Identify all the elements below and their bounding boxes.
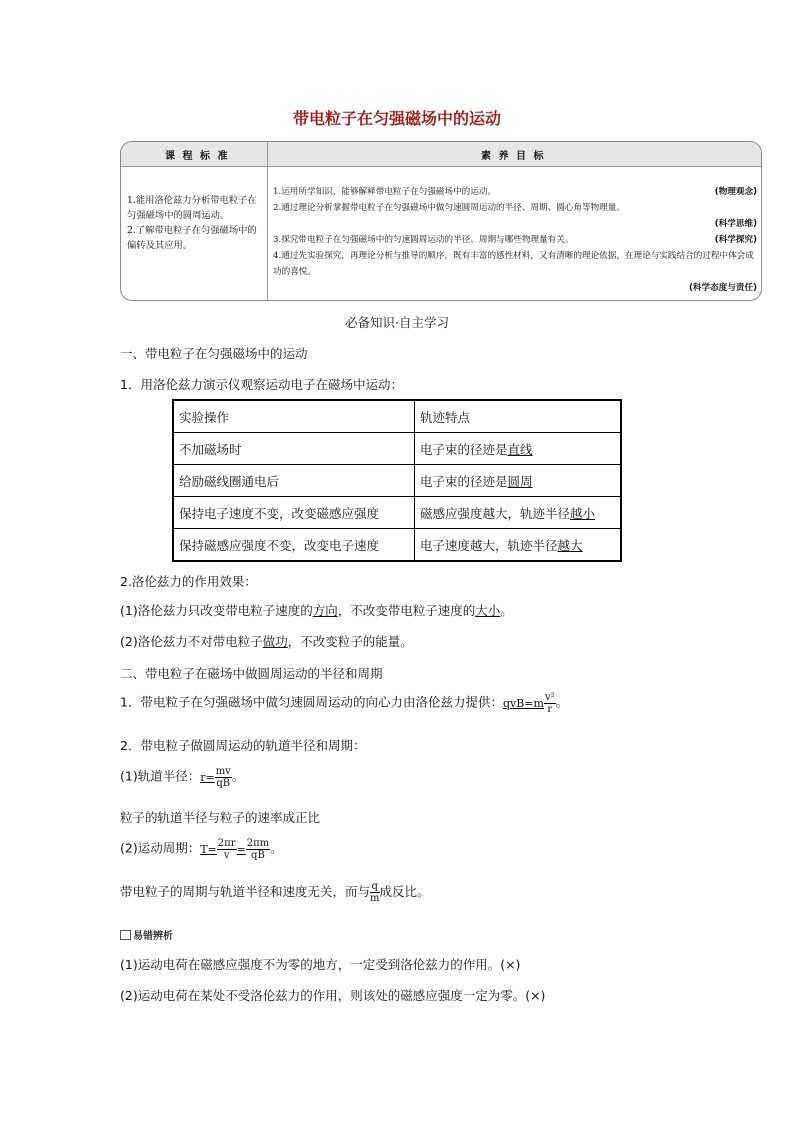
goal-item: 1.运用所学知识，能够解释带电粒子在匀强磁场中的运动。 (物理观念) <box>273 184 757 200</box>
table-cell-op: 给励磁线圈通电后 <box>173 465 415 497</box>
part1-item2: 2.洛伦兹力的作用效果： <box>120 574 257 589</box>
table-cell-op: 保持电子速度不变，改变磁感应强度 <box>173 497 415 529</box>
part1-item1: 1．用洛伦兹力演示仪观察运动电子在磁场中运动： <box>120 377 403 392</box>
period-note: 带电粒子的周期与轨道半径和速度无关，而与 $\frac{q}{m}$ 成反比。 <box>120 881 430 904</box>
fraction-q-over-m: $\frac{q}{m}$ <box>370 881 380 904</box>
standards-list <box>127 193 263 253</box>
error-item: (1)运动电荷在磁感应强度不为零的地方，一定受到洛伦兹力的作用。(×) <box>120 957 521 972</box>
part2-p1: 1．带电粒子在匀强磁场中做匀速圆周运动的向心力由洛伦兹力提供：qvB=m $\frac{\text{v²}}{r}$ 。 <box>120 692 569 715</box>
part1-heading: 一、带电粒子在匀强磁场中的运动 <box>120 346 308 361</box>
part2-heading: 二、带电粒子在磁场中做圆周运动的半径和周期 <box>120 666 383 681</box>
table-row <box>173 529 621 562</box>
answer-blank: 大小 <box>475 603 501 618</box>
standards-table-header <box>121 142 761 167</box>
observation-table <box>172 399 622 562</box>
effect-2: (2)洛伦兹力不对带电粒子做功，不改变粒子的能量。 <box>120 634 413 649</box>
table-row <box>173 497 621 529</box>
error-analysis-label: 易错辨析 <box>120 927 173 942</box>
note-icon <box>120 930 131 940</box>
table-cell-feature: 电子速度越大，轨迹半径越大 <box>415 529 622 562</box>
formula-period: T= $\frac{2\pi r}{v}$ = $\frac{2\pi m}{qB}$ <box>200 838 270 861</box>
table-header-cell: 轨迹特点 <box>415 400 622 433</box>
goal-tag: (科学思维) <box>714 219 757 229</box>
column-divider <box>267 142 268 300</box>
goal-tag: (科学态度与责任) <box>688 283 757 293</box>
part2-p2: 2．带电粒子做圆周运动的轨道半径和周期： <box>120 738 366 753</box>
answer-blank: 做功 <box>262 634 288 649</box>
table-header-row <box>173 400 621 433</box>
table-row <box>173 465 621 497</box>
col-header-standards: 课 程 标 准 <box>165 151 230 162</box>
answer-blank: 方向 <box>312 603 338 618</box>
answer-blank: 越大 <box>557 537 583 553</box>
section-title: 必备知识·自主学习 <box>345 315 449 330</box>
radius-formula-line: (1)轨道半径：r= $\frac{mv}{qB}$ 。 <box>120 766 245 789</box>
table-cell-feature: 磁感应强度越大，轨迹半径越小 <box>415 497 622 529</box>
formula-radius: r= $\frac{mv}{qB}$ <box>200 766 231 789</box>
goal-item: 4.通过先实验探究，再理论分析与推导的顺序，既有丰富的感性材料，又有清晰的理论依据，在理论与实践结合的过程中体会成功的喜悦。 <box>273 251 754 277</box>
formula-lorentz: qvB=m $\frac{\text{v²}}{r}$ <box>502 692 555 715</box>
standards-table <box>120 141 762 301</box>
effect-1: (1)洛伦兹力只改变带电粒子速度的方向，不改变带电粒子速度的大小。 <box>120 603 513 618</box>
table-cell-feature: 电子束的径迹是直线 <box>415 433 622 465</box>
goal-tag: (物理观念) <box>714 187 757 197</box>
page-title: 带电粒子在匀强磁场中的运动 <box>292 109 501 128</box>
goals-list <box>273 184 757 296</box>
goal-item: 2.通过理论分析掌握带电粒子在匀强磁场中做匀速圆周运动的半径、周期、圆心角等物理量。 <box>273 203 625 213</box>
error-item: (2)运动电荷在某处不受洛伦兹力的作用，则该处的磁感应强度一定为零。(×) <box>120 988 546 1003</box>
table-cell-op: 保持磁感应强度不变，改变电子速度 <box>173 529 415 562</box>
answer-blank: 越小 <box>570 505 596 521</box>
col-header-goals: 素 养 目 标 <box>481 151 546 162</box>
goal-tag: (科学探究) <box>714 235 757 245</box>
standard-item: 2.了解带电粒子在匀强磁场中的偏转及其应用。 <box>127 225 257 251</box>
goal-item: 3.探究带电粒子在匀强磁场中的匀速圆周运动的半径、周期与哪些物理量有关。 (科学探究) <box>273 232 757 248</box>
radius-note: 粒子的轨道半径与粒子的速率成正比 <box>120 810 321 825</box>
table-header-cell: 实验操作 <box>173 400 415 433</box>
table-row <box>173 433 621 465</box>
standard-item: 1.能用洛伦兹力分析带电粒子在匀强磁场中的圆周运动。 <box>127 195 257 221</box>
table-cell-op: 不加磁场时 <box>173 433 415 465</box>
answer-blank: 圆周 <box>507 473 533 489</box>
answer-blank: 直线 <box>507 441 533 457</box>
table-cell-feature: 电子束的径迹是圆周 <box>415 465 622 497</box>
period-formula-line: (2)运动周期：T= $\frac{2\pi r}{v}$ = $\frac{2\pi m}{qB}$ 。 <box>120 838 283 861</box>
